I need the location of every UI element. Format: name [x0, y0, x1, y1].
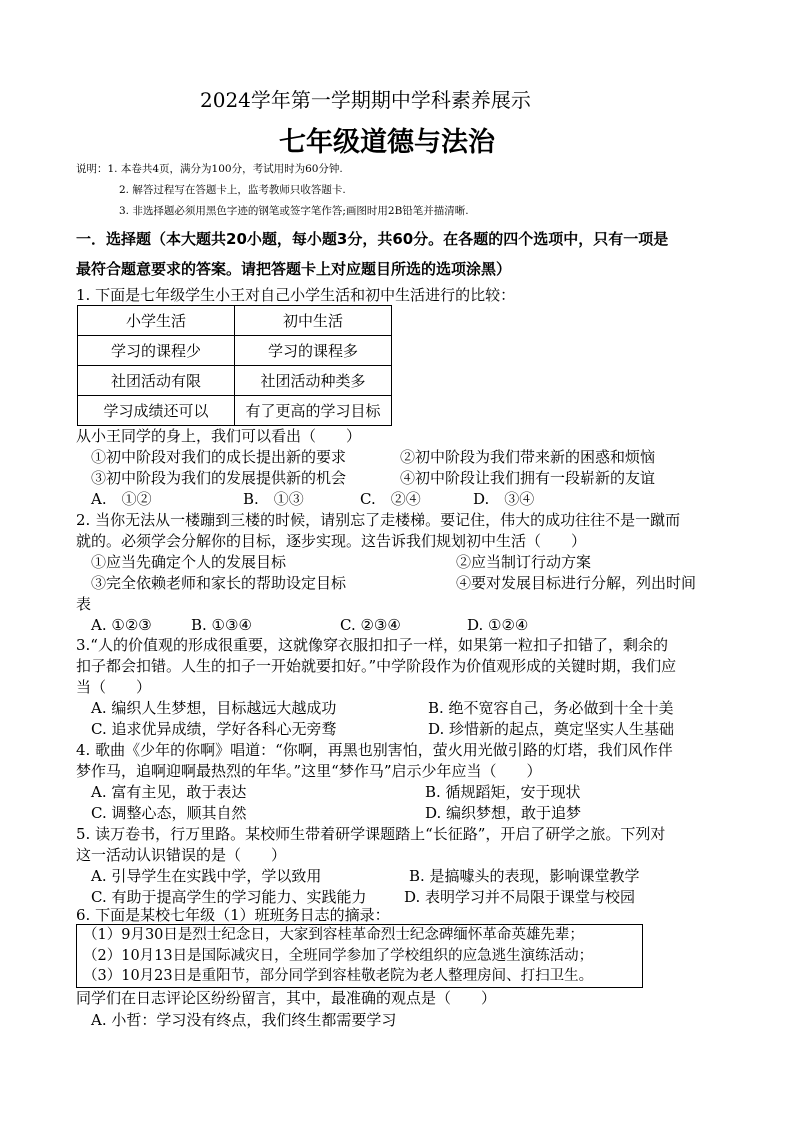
q5-stem-line1: 5. 读万卷书，行万里路。某校师生带着研学课题踏上“长征路”，开启了研学之旅。下列对 — [76, 825, 666, 843]
q2-stem-line2: 就的。必须学会分解你的目标，逐步实现。这告诉我们规划初中生活（ ） — [76, 532, 587, 550]
q6-stem: 6. 下面是某校七年级（1）班班务日志的摘录： — [76, 906, 390, 924]
q5-option-d: D. 表明学习并不局限于课堂与校园 — [404, 888, 636, 906]
table-row — [78, 396, 392, 426]
q1-option-c: C. ②④ — [360, 490, 421, 508]
q2-statement-1: ①应当先确定个人的发展目标 — [91, 553, 287, 571]
q2-statement-2: ②应当制订行动方案 — [456, 553, 592, 571]
q2-option-a: A. ①②③ — [91, 616, 152, 634]
table-cell: 学习的课程多 — [235, 336, 392, 366]
q4-option-b: B. 循规蹈矩，安于现状 — [425, 783, 581, 801]
table-row — [78, 306, 392, 336]
subject-title: 七年级道德与法治 — [279, 127, 495, 158]
table-row — [78, 336, 392, 366]
section-heading-line2: 最符合题意要求的答案。请把答题卡上对应题目所选的选项涂黑） — [76, 260, 512, 278]
log-entry-3: （3）10月23日是重阳节，部分同学到容桂敬老院为老人整理房间、打扫卫生。 — [83, 968, 594, 984]
table-cell: 初中生活 — [235, 306, 392, 336]
q2-option-d: D. ①②④ — [467, 616, 529, 634]
q1-statement-1: ①初中阶段对我们的成长提出新的要求 — [91, 448, 347, 466]
q5-option-c: C. 有助于提高学生的学习能力、实践能力 — [91, 888, 367, 906]
q3-stem-line1: 3.“人的价值观的形成很重要，这就像穿衣服扣扣子一样，如果第一粒扣子扣错了，剩余的 — [76, 636, 668, 654]
q1-option-b: B. ①③ — [243, 490, 304, 508]
q4-stem-line2: 梦作马，追啊迎啊最热烈的年华。”这里“梦作马”启示少年应当（ ） — [76, 762, 542, 780]
q2-statement-4-cont: 表 — [76, 595, 92, 613]
q5-option-a: A. 引导学生在实践中学，学以致用 — [91, 867, 322, 885]
table-cell: 小学生活 — [78, 306, 235, 336]
q5-option-b: B. 是搞噱头的表现，影响课堂教学 — [409, 867, 640, 885]
q1-statement-3: ③初中阶段为我们的发展提供新的机会 — [91, 469, 347, 487]
q4-option-c: C. 调整心态，顺其自然 — [91, 804, 247, 822]
q2-option-c: C. ②③④ — [340, 616, 401, 634]
log-entry-2: （2）10月13日是国际减灾日，全班同学参加了学校组织的应急逃生演练活动； — [83, 947, 594, 964]
table-cell: 学习成绩还可以 — [78, 396, 235, 426]
q1-statement-4: ④初中阶段让我们拥有一段崭新的友谊 — [400, 469, 656, 487]
q2-option-b: B. ①③④ — [191, 616, 252, 634]
section-heading-line1: 一．选择题（本大题共20小题，每小题3分，共60分。在各题的四个选项中，只有一项是 — [76, 230, 669, 248]
q4-stem-line1: 4. 歌曲《少年的你啊》唱道：“你啊，再黑也别害怕，萤火用光做引路的灯塔，我们风作伴 — [76, 741, 673, 759]
q2-stem-line1: 2. 当你无法从一楼蹦到三楼的时候，请别忘了走楼梯。要记住，伟大的成功往往不是一蹴而 — [76, 511, 681, 529]
class-log-box — [76, 924, 643, 988]
q5-stem-line2: 这一活动认识错误的是（ ） — [76, 846, 287, 864]
q3-stem-line2: 扣子都会扣错。人生的扣子一开始就要扣好。”中学阶段作为价值观形成的关键时期，我们应 — [76, 657, 677, 675]
q1-stem: 1. 下面是七年级学生小王对自己小学生活和初中生活进行的比较： — [76, 286, 516, 304]
q4-option-d: D. 编织梦想，敢于追梦 — [425, 804, 582, 822]
q2-statement-4: ④要对发展目标进行分解，列出时间 — [456, 574, 697, 592]
q3-option-b: B. 绝不宽容自己，务必做到十全十美 — [428, 699, 674, 717]
log-entry-1: （1）9月30日是烈士纪念日，大家到容桂革命烈士纪念碑缅怀革命英雄先辈； — [83, 927, 584, 943]
q1-option-a: A. ①② — [91, 490, 152, 508]
q3-stem-line3: 当（ ） — [76, 678, 152, 696]
q3-option-d: D. 珍惜新的起点，奠定坚实人生基础 — [428, 720, 675, 738]
q2-statement-3: ③完全依赖老师和家长的帮助设定目标 — [91, 574, 347, 592]
table-cell: 社团活动有限 — [78, 366, 235, 396]
q1-statement-2: ②初中阶段为我们带来新的困惑和烦恼 — [400, 448, 656, 466]
note-1: 说明：1. 本卷共4页，满分为100分，考试用时为60分钟. — [76, 163, 343, 175]
q1-option-d: D. ③④ — [473, 490, 535, 508]
note-2: 2. 解答过程写在答题卡上，监考教师只收答题卡. — [119, 184, 346, 196]
comparison-table — [77, 305, 392, 426]
q1-followup: 从小王同学的身上，我们可以看出（ ） — [76, 427, 362, 445]
note-3: 3. 非选择题必须用黑色字迹的钢笔或签字笔作答;画图时用2B铅笔并描清晰. — [119, 205, 469, 217]
exam-title: 2024学年第一学期期中学科素养展示 — [200, 88, 531, 112]
table-cell: 有了更高的学习目标 — [235, 396, 392, 426]
q4-option-a: A. 富有主见，敢于表达 — [91, 783, 247, 801]
q3-option-a: A. 编织人生梦想，目标越远大越成功 — [91, 699, 337, 717]
q6-option-a: A. 小哲：学习没有终点，我们终生都需要学习 — [91, 1011, 397, 1029]
table-cell: 社团活动种类多 — [235, 366, 392, 396]
table-cell: 学习的课程少 — [78, 336, 235, 366]
table-row — [78, 366, 392, 396]
q3-option-c: C. 追求优异成绩，学好各科心无旁骛 — [91, 720, 337, 738]
q6-followup: 同学们在日志评论区纷纷留言，其中，最准确的观点是（ ） — [76, 989, 497, 1007]
